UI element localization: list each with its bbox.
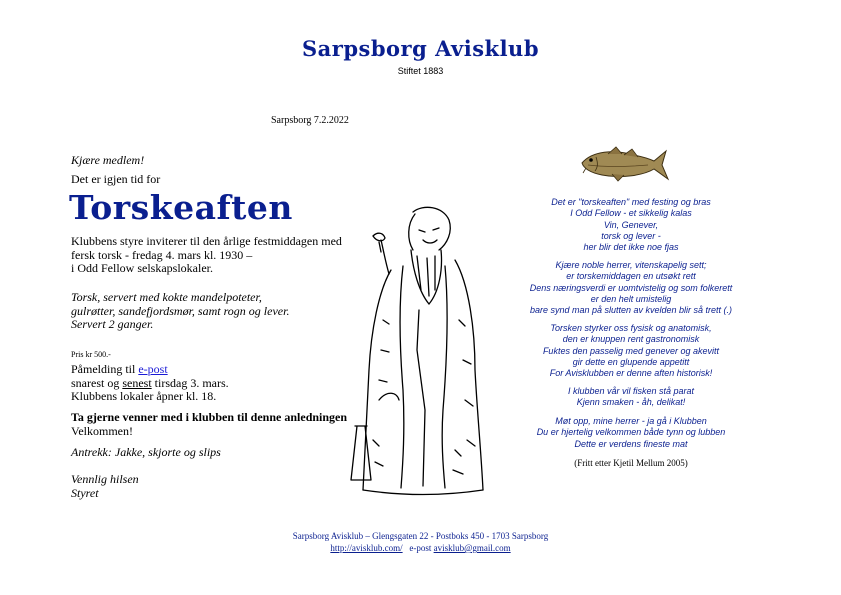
poem-line: Fuktes den passelig med genever og akevitt <box>542 345 720 356</box>
dateline: Sarpsborg 7.2.2022 <box>271 115 349 126</box>
footer-links <box>0 543 841 553</box>
salutation: Kjære medlem! <box>71 153 145 167</box>
poem-stanza-3 <box>500 323 762 379</box>
poem-stanza-4 <box>500 386 762 409</box>
price-text: Pris kr 500.- <box>71 350 111 359</box>
poem-line: I klubben vår vil fisken stå parat <box>567 386 695 396</box>
poem-stanza-5 <box>500 416 762 450</box>
fish-illustration <box>578 143 670 185</box>
poem-line: Torsken styrker oss fysisk og anatomisk, <box>550 323 712 333</box>
man-illustration <box>343 200 493 500</box>
poem-credit: (Fritt etter Kjetil Mellum 2005) <box>574 458 688 468</box>
poem-stanza-2 <box>500 260 762 316</box>
friends-paragraph <box>71 411 371 438</box>
poem-line: Vin, Genever, <box>603 219 659 230</box>
deadline-line <box>71 377 361 391</box>
closing-block <box>71 473 361 500</box>
poem-line: torsk og lever - <box>601 230 661 241</box>
poem-line: Møt opp, mine herrer - ja gå i Klubben <box>555 416 707 426</box>
menu-line: Torsk, servert med kokte mandelpoteter, <box>71 290 262 304</box>
poem-line: Dette er verdens fineste mat <box>574 438 688 449</box>
invite-line: fersk torsk - fredag 4. mars kl. 1930 – <box>71 247 253 262</box>
welcome-line: Velkommen! <box>71 423 133 438</box>
deadline-emphasis: senest <box>122 375 152 390</box>
menu-line: Servert 2 ganger. <box>71 317 154 331</box>
poem-line: gir dette en glupende appetitt <box>572 356 690 367</box>
intro-text: Det er igjen tid for <box>71 172 161 186</box>
invite-paragraph <box>71 235 361 276</box>
signup-prefix: Påmelding til <box>71 362 136 376</box>
poem-line: For Avisklubben er denne aften historisk! <box>549 368 713 379</box>
poem-line: er torskemiddagen en utsøkt rett <box>566 271 696 282</box>
event-title: Torskeaften <box>69 188 293 227</box>
poem-line: Du er hjertelig velkommen både tynn og lubben <box>536 427 726 438</box>
dress-code: Antrekk: Jakke, skjorte og slips <box>71 445 221 459</box>
website-link[interactable]: http://avisklub.com/ <box>330 543 403 553</box>
signature-line: Styret <box>71 485 99 500</box>
menu-line: gulrøtter, sandefjordsmør, samt rogn og lever. <box>71 303 290 318</box>
email-signup-link[interactable]: e-post <box>138 362 168 376</box>
deadline-prefix: snarest og <box>71 375 120 390</box>
signup-line <box>71 363 361 377</box>
signup-paragraph <box>71 363 361 404</box>
footer-address: Sarpsborg Avisklub – Glengsgaten 22 - Postboks 450 - 1703 Sarpsborg <box>292 531 549 541</box>
poem-stanza-1 <box>500 197 762 253</box>
founded-text: Stiftet 1883 <box>397 66 444 76</box>
poem-line: Dens næringsverdi er uomtvistelig og som folkerett <box>529 282 733 293</box>
footer-email-link[interactable]: avisklub@gmail.com <box>433 543 511 553</box>
poem-line: her blir det ikke noe fjas <box>583 242 679 253</box>
deadline-suffix: tirsdag 3. mars. <box>154 375 229 390</box>
menu-paragraph <box>71 291 361 332</box>
footer-email-label: e-post <box>409 543 432 553</box>
poem-line: Kjære noble herrer, vitenskapelig sett; <box>555 260 707 270</box>
poem-line: Kjenn smaken - åh, delikat! <box>576 397 686 408</box>
invite-line: Klubbens styre inviterer til den årlige festmiddagen med <box>71 234 342 248</box>
poem-line: den er knuppen rent gastronomisk <box>562 334 700 345</box>
poem-line: I Odd Fellow - et sikkelig kalas <box>570 208 692 219</box>
poem-line: bare synd man på slutten av kvelden blir så trett (.) <box>529 305 733 316</box>
closing-line: Vennlig hilsen <box>71 472 139 486</box>
invite-line: i Odd Fellow selskapslokaler. <box>71 261 213 275</box>
masthead-title: Sarpsborg Avisklub <box>301 36 540 61</box>
poem-line: er den helt umistelig <box>590 293 672 304</box>
poem-line: Det er "torskeaften" med festing og bras <box>551 197 711 207</box>
doors-line: Klubbens lokaler åpner kl. 18. <box>71 389 217 403</box>
friends-line: Ta gjerne venner med i klubben til denne anledningen <box>71 410 348 424</box>
